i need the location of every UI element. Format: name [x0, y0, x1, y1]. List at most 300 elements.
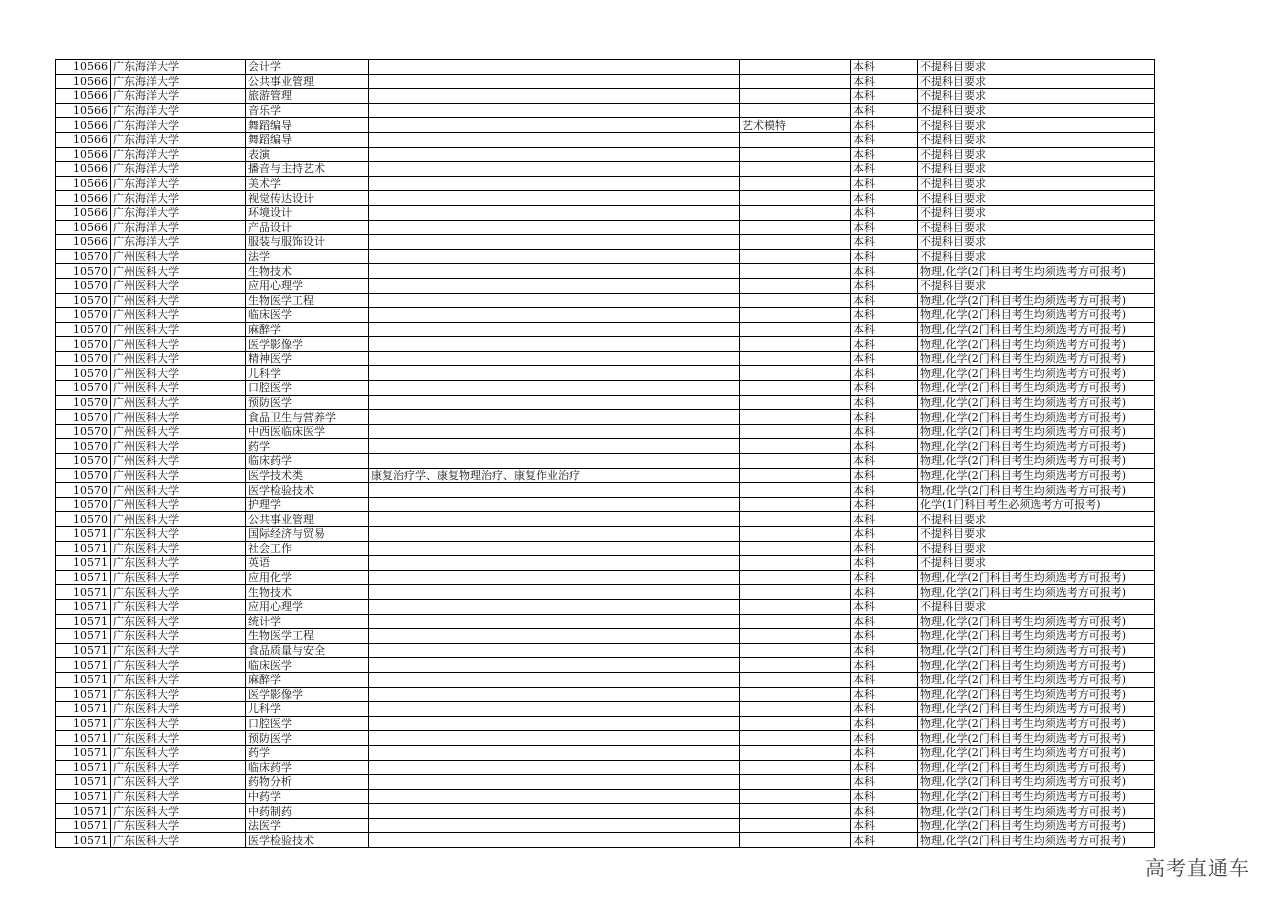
school-code-cell: 10571: [56, 702, 111, 717]
major-name-cell: 口腔医学: [246, 716, 369, 731]
major-name-cell: 公共事业管理: [246, 512, 369, 527]
table-row: [56, 804, 1155, 819]
major-name-cell: 音乐学: [246, 103, 369, 118]
table-row: [56, 454, 1155, 469]
major-note-cell: [369, 541, 740, 556]
level-cell: 本科: [851, 205, 918, 220]
school-code-cell: 10566: [56, 89, 111, 104]
subject-requirement-cell: 物理,化学(2门科目考生均须选考方可报考): [918, 395, 1155, 410]
admission-type-cell: [740, 308, 851, 323]
school-name-cell: 广州医科大学: [111, 351, 246, 366]
level-cell: 本科: [851, 643, 918, 658]
major-note-cell: [369, 760, 740, 775]
subject-requirement-cell: 物理,化学(2门科目考生均须选考方可报考): [918, 366, 1155, 381]
major-note-cell: 康复治疗学、康复物理治疗、康复作业治疗: [369, 468, 740, 483]
school-name-cell: 广东海洋大学: [111, 162, 246, 177]
subject-requirement-cell: 不提科目要求: [918, 74, 1155, 89]
major-name-cell: 预防医学: [246, 731, 369, 746]
school-name-cell: 广东医科大学: [111, 599, 246, 614]
admission-type-cell: [740, 351, 851, 366]
major-name-cell: 生物医学工程: [246, 629, 369, 644]
table-row: [56, 556, 1155, 571]
table-row: [56, 702, 1155, 717]
major-note-cell: [369, 235, 740, 250]
school-code-cell: 10571: [56, 585, 111, 600]
major-name-cell: 临床医学: [246, 308, 369, 323]
major-name-cell: 舞蹈编导: [246, 118, 369, 133]
table-row: [56, 74, 1155, 89]
table-row: [56, 162, 1155, 177]
major-note-cell: [369, 585, 740, 600]
table-row: [56, 60, 1155, 75]
level-cell: 本科: [851, 745, 918, 760]
table-row: [56, 439, 1155, 454]
major-note-cell: [369, 745, 740, 760]
level-cell: 本科: [851, 614, 918, 629]
school-code-cell: 10571: [56, 731, 111, 746]
major-note-cell: [369, 176, 740, 191]
admission-type-cell: [740, 483, 851, 498]
subject-requirement-cell: 物理,化学(2门科目考生均须选考方可报考): [918, 264, 1155, 279]
major-name-cell: 表演: [246, 147, 369, 162]
subject-requirement-cell: 物理,化学(2门科目考生均须选考方可报考): [918, 381, 1155, 396]
admission-type-cell: [740, 293, 851, 308]
admission-type-cell: [740, 410, 851, 425]
major-name-cell: 环境设计: [246, 205, 369, 220]
admission-type-cell: [740, 278, 851, 293]
table-row: [56, 833, 1155, 848]
level-cell: 本科: [851, 789, 918, 804]
table-row: [56, 249, 1155, 264]
major-note-cell: [369, 89, 740, 104]
table-row: [56, 176, 1155, 191]
table-row: [56, 775, 1155, 790]
subject-requirement-cell: 不提科目要求: [918, 147, 1155, 162]
table-row: [56, 658, 1155, 673]
school-code-cell: 10570: [56, 410, 111, 425]
admission-type-cell: 艺术模特: [740, 118, 851, 133]
major-note-cell: [369, 293, 740, 308]
school-name-cell: 广东海洋大学: [111, 235, 246, 250]
subject-requirement-cell: 不提科目要求: [918, 205, 1155, 220]
admission-type-cell: [740, 716, 851, 731]
subject-requirement-cell: 物理,化学(2门科目考生均须选考方可报考): [918, 322, 1155, 337]
major-note-cell: [369, 381, 740, 396]
major-note-cell: [369, 497, 740, 512]
major-note-cell: [369, 337, 740, 352]
school-name-cell: 广州医科大学: [111, 249, 246, 264]
school-name-cell: 广州医科大学: [111, 278, 246, 293]
school-code-cell: 10571: [56, 804, 111, 819]
major-note-cell: [369, 599, 740, 614]
subject-requirement-cell: 物理,化学(2门科目考生均须选考方可报考): [918, 745, 1155, 760]
table-row: [56, 789, 1155, 804]
admission-type-cell: [740, 599, 851, 614]
admission-type-cell: [740, 775, 851, 790]
major-name-cell: 服装与服饰设计: [246, 235, 369, 250]
major-note-cell: [369, 410, 740, 425]
table-row: [56, 585, 1155, 600]
level-cell: 本科: [851, 672, 918, 687]
major-note-cell: [369, 833, 740, 848]
table-row: [56, 278, 1155, 293]
school-code-cell: 10570: [56, 337, 111, 352]
subject-requirement-cell: 不提科目要求: [918, 220, 1155, 235]
school-name-cell: 广东医科大学: [111, 672, 246, 687]
major-name-cell: 产品设计: [246, 220, 369, 235]
level-cell: 本科: [851, 308, 918, 323]
major-name-cell: 临床医学: [246, 658, 369, 673]
major-name-cell: 舞蹈编导: [246, 132, 369, 147]
school-name-cell: 广州医科大学: [111, 337, 246, 352]
major-name-cell: 中药学: [246, 789, 369, 804]
major-note-cell: [369, 278, 740, 293]
level-cell: 本科: [851, 395, 918, 410]
school-code-cell: 10570: [56, 512, 111, 527]
school-code-cell: 10571: [56, 789, 111, 804]
level-cell: 本科: [851, 702, 918, 717]
subject-requirement-cell: 不提科目要求: [918, 60, 1155, 75]
major-note-cell: [369, 118, 740, 133]
admission-type-cell: [740, 322, 851, 337]
major-note-cell: [369, 570, 740, 585]
admission-type-cell: [740, 424, 851, 439]
table-row: [56, 337, 1155, 352]
school-name-cell: 广东医科大学: [111, 629, 246, 644]
admission-type-cell: [740, 731, 851, 746]
subject-requirement-cell: 物理,化学(2门科目考生均须选考方可报考): [918, 293, 1155, 308]
school-code-cell: 10571: [56, 599, 111, 614]
table-row: [56, 527, 1155, 542]
table-row: [56, 687, 1155, 702]
level-cell: 本科: [851, 716, 918, 731]
school-code-cell: 10566: [56, 118, 111, 133]
major-note-cell: [369, 672, 740, 687]
admission-type-cell: [740, 439, 851, 454]
major-name-cell: 统计学: [246, 614, 369, 629]
subject-requirement-cell: 物理,化学(2门科目考生均须选考方可报考): [918, 716, 1155, 731]
subject-requirement-cell: 物理,化学(2门科目考生均须选考方可报考): [918, 424, 1155, 439]
subject-requirement-cell: 不提科目要求: [918, 132, 1155, 147]
table-row: [56, 643, 1155, 658]
school-name-cell: 广州医科大学: [111, 512, 246, 527]
subject-requirement-cell: 不提科目要求: [918, 103, 1155, 118]
subject-requirement-cell: 不提科目要求: [918, 527, 1155, 542]
table-row: [56, 322, 1155, 337]
major-name-cell: 旅游管理: [246, 89, 369, 104]
subject-requirement-cell: 不提科目要求: [918, 278, 1155, 293]
school-name-cell: 广东海洋大学: [111, 191, 246, 206]
school-code-cell: 10570: [56, 278, 111, 293]
subject-requirement-cell: 物理,化学(2门科目考生均须选考方可报考): [918, 585, 1155, 600]
level-cell: 本科: [851, 293, 918, 308]
school-code-cell: 10566: [56, 162, 111, 177]
subject-requirement-cell: 不提科目要求: [918, 191, 1155, 206]
table-row: [56, 235, 1155, 250]
admission-type-cell: [740, 789, 851, 804]
table-row: [56, 716, 1155, 731]
school-name-cell: 广东医科大学: [111, 818, 246, 833]
major-note-cell: [369, 60, 740, 75]
table-row: [56, 818, 1155, 833]
school-code-cell: 10570: [56, 424, 111, 439]
school-code-cell: 10566: [56, 103, 111, 118]
admission-type-cell: [740, 585, 851, 600]
level-cell: 本科: [851, 775, 918, 790]
school-name-cell: 广东医科大学: [111, 570, 246, 585]
school-name-cell: 广东医科大学: [111, 556, 246, 571]
major-name-cell: 临床药学: [246, 760, 369, 775]
admission-type-cell: [740, 381, 851, 396]
major-name-cell: 生物技术: [246, 585, 369, 600]
admission-type-cell: [740, 570, 851, 585]
school-name-cell: 广州医科大学: [111, 454, 246, 469]
major-note-cell: [369, 351, 740, 366]
school-name-cell: 广东医科大学: [111, 789, 246, 804]
level-cell: 本科: [851, 541, 918, 556]
admission-type-cell: [740, 60, 851, 75]
major-name-cell: 法学: [246, 249, 369, 264]
level-cell: 本科: [851, 60, 918, 75]
school-name-cell: 广州医科大学: [111, 483, 246, 498]
admission-type-cell: [740, 366, 851, 381]
school-code-cell: 10571: [56, 745, 111, 760]
school-name-cell: 广东医科大学: [111, 658, 246, 673]
admission-type-cell: [740, 556, 851, 571]
subject-requirement-cell: 物理,化学(2门科目考生均须选考方可报考): [918, 702, 1155, 717]
table-row: [56, 132, 1155, 147]
school-code-cell: 10571: [56, 775, 111, 790]
subject-requirement-cell: 物理,化学(2门科目考生均须选考方可报考): [918, 629, 1155, 644]
admission-type-cell: [740, 103, 851, 118]
level-cell: 本科: [851, 760, 918, 775]
major-name-cell: 食品卫生与营养学: [246, 410, 369, 425]
level-cell: 本科: [851, 483, 918, 498]
table-row: [56, 614, 1155, 629]
school-code-cell: 10566: [56, 147, 111, 162]
admission-type-cell: [740, 497, 851, 512]
table-row: [56, 191, 1155, 206]
school-name-cell: 广州医科大学: [111, 468, 246, 483]
subject-requirement-cell: 物理,化学(2门科目考生均须选考方可报考): [918, 731, 1155, 746]
major-note-cell: [369, 191, 740, 206]
school-code-cell: 10566: [56, 191, 111, 206]
table-body: [56, 60, 1155, 848]
table-row: [56, 424, 1155, 439]
level-cell: 本科: [851, 570, 918, 585]
major-name-cell: 应用心理学: [246, 599, 369, 614]
level-cell: 本科: [851, 527, 918, 542]
major-note-cell: [369, 454, 740, 469]
subject-requirement-cell: 物理,化学(2门科目考生均须选考方可报考): [918, 351, 1155, 366]
major-note-cell: [369, 731, 740, 746]
major-name-cell: 社会工作: [246, 541, 369, 556]
table-row: [56, 220, 1155, 235]
admission-type-cell: [740, 643, 851, 658]
school-name-cell: 广东海洋大学: [111, 60, 246, 75]
major-note-cell: [369, 220, 740, 235]
level-cell: 本科: [851, 410, 918, 425]
table-row: [56, 672, 1155, 687]
level-cell: 本科: [851, 220, 918, 235]
level-cell: 本科: [851, 132, 918, 147]
school-code-cell: 10570: [56, 439, 111, 454]
school-name-cell: 广东医科大学: [111, 585, 246, 600]
school-code-cell: 10566: [56, 235, 111, 250]
major-note-cell: [369, 424, 740, 439]
school-code-cell: 10570: [56, 381, 111, 396]
level-cell: 本科: [851, 162, 918, 177]
level-cell: 本科: [851, 249, 918, 264]
major-note-cell: [369, 308, 740, 323]
school-name-cell: 广东海洋大学: [111, 89, 246, 104]
major-note-cell: [369, 658, 740, 673]
major-note-cell: [369, 162, 740, 177]
school-code-cell: 10570: [56, 264, 111, 279]
major-note-cell: [369, 789, 740, 804]
subject-requirement-cell: 物理,化学(2门科目考生均须选考方可报考): [918, 570, 1155, 585]
level-cell: 本科: [851, 235, 918, 250]
major-name-cell: 应用化学: [246, 570, 369, 585]
major-note-cell: [369, 483, 740, 498]
subject-requirement-cell: 物理,化学(2门科目考生均须选考方可报考): [918, 337, 1155, 352]
table-row: [56, 468, 1155, 483]
level-cell: 本科: [851, 103, 918, 118]
level-cell: 本科: [851, 454, 918, 469]
admission-type-cell: [740, 395, 851, 410]
level-cell: 本科: [851, 599, 918, 614]
school-code-cell: 10570: [56, 454, 111, 469]
major-name-cell: 药学: [246, 745, 369, 760]
school-name-cell: 广东医科大学: [111, 643, 246, 658]
table-row: [56, 745, 1155, 760]
major-name-cell: 播音与主持艺术: [246, 162, 369, 177]
table-row: [56, 395, 1155, 410]
school-code-cell: 10571: [56, 818, 111, 833]
major-name-cell: 口腔医学: [246, 381, 369, 396]
table-row: [56, 118, 1155, 133]
major-note-cell: [369, 614, 740, 629]
school-code-cell: 10570: [56, 497, 111, 512]
subject-requirement-cell: 物理,化学(2门科目考生均须选考方可报考): [918, 789, 1155, 804]
subject-requirement-cell: 物理,化学(2门科目考生均须选考方可报考): [918, 614, 1155, 629]
level-cell: 本科: [851, 322, 918, 337]
major-name-cell: 儿科学: [246, 366, 369, 381]
major-name-cell: 药学: [246, 439, 369, 454]
subject-requirement-cell: 不提科目要求: [918, 556, 1155, 571]
admission-type-cell: [740, 454, 851, 469]
school-name-cell: 广东海洋大学: [111, 74, 246, 89]
level-cell: 本科: [851, 585, 918, 600]
school-name-cell: 广州医科大学: [111, 264, 246, 279]
major-note-cell: [369, 205, 740, 220]
admission-type-cell: [740, 658, 851, 673]
school-code-cell: 10570: [56, 483, 111, 498]
school-code-cell: 10571: [56, 687, 111, 702]
major-note-cell: [369, 512, 740, 527]
major-note-cell: [369, 527, 740, 542]
major-name-cell: 应用心理学: [246, 278, 369, 293]
admission-type-cell: [740, 220, 851, 235]
table-row: [56, 483, 1155, 498]
major-note-cell: [369, 103, 740, 118]
school-code-cell: 10566: [56, 74, 111, 89]
admission-type-cell: [740, 818, 851, 833]
subject-requirement-cell: 化学(1门科目考生必须选考方可报考): [918, 497, 1155, 512]
school-name-cell: 广州医科大学: [111, 322, 246, 337]
school-code-cell: 10570: [56, 293, 111, 308]
major-name-cell: 儿科学: [246, 702, 369, 717]
major-name-cell: 药物分析: [246, 775, 369, 790]
major-note-cell: [369, 556, 740, 571]
school-code-cell: 10571: [56, 570, 111, 585]
subject-requirement-cell: 物理,化学(2门科目考生均须选考方可报考): [918, 468, 1155, 483]
school-name-cell: 广东海洋大学: [111, 118, 246, 133]
school-code-cell: 10571: [56, 658, 111, 673]
school-name-cell: 广东医科大学: [111, 687, 246, 702]
school-code-cell: 10571: [56, 629, 111, 644]
major-note-cell: [369, 775, 740, 790]
subject-requirement-cell: 物理,化学(2门科目考生均须选考方可报考): [918, 410, 1155, 425]
major-name-cell: 美术学: [246, 176, 369, 191]
major-name-cell: 医学影像学: [246, 337, 369, 352]
major-note-cell: [369, 818, 740, 833]
admission-type-cell: [740, 745, 851, 760]
school-code-cell: 10571: [56, 556, 111, 571]
admission-type-cell: [740, 89, 851, 104]
major-name-cell: 公共事业管理: [246, 74, 369, 89]
major-name-cell: 中西医临床医学: [246, 424, 369, 439]
level-cell: 本科: [851, 278, 918, 293]
school-name-cell: 广东医科大学: [111, 614, 246, 629]
level-cell: 本科: [851, 424, 918, 439]
level-cell: 本科: [851, 381, 918, 396]
school-name-cell: 广州医科大学: [111, 366, 246, 381]
level-cell: 本科: [851, 118, 918, 133]
major-name-cell: 生物医学工程: [246, 293, 369, 308]
subject-requirement-cell: 物理,化学(2门科目考生均须选考方可报考): [918, 804, 1155, 819]
table-row: [56, 293, 1155, 308]
admission-type-cell: [740, 760, 851, 775]
table-row: [56, 497, 1155, 512]
major-note-cell: [369, 439, 740, 454]
subject-requirement-cell: 不提科目要求: [918, 162, 1155, 177]
school-name-cell: 广东医科大学: [111, 716, 246, 731]
admission-type-cell: [740, 804, 851, 819]
table-row: [56, 731, 1155, 746]
school-name-cell: 广东医科大学: [111, 541, 246, 556]
school-name-cell: 广东海洋大学: [111, 103, 246, 118]
major-note-cell: [369, 643, 740, 658]
table-row: [56, 147, 1155, 162]
admission-type-cell: [740, 702, 851, 717]
subject-requirement-cell: 物理,化学(2门科目考生均须选考方可报考): [918, 775, 1155, 790]
school-name-cell: 广州医科大学: [111, 381, 246, 396]
level-cell: 本科: [851, 629, 918, 644]
subject-requirement-cell: 物理,化学(2门科目考生均须选考方可报考): [918, 760, 1155, 775]
school-code-cell: 10571: [56, 643, 111, 658]
school-name-cell: 广东医科大学: [111, 775, 246, 790]
subject-requirement-cell: 不提科目要求: [918, 512, 1155, 527]
admission-type-cell: [740, 337, 851, 352]
table-row: [56, 264, 1155, 279]
table-row: [56, 760, 1155, 775]
level-cell: 本科: [851, 818, 918, 833]
subject-requirement-cell: 不提科目要求: [918, 118, 1155, 133]
major-name-cell: 麻醉学: [246, 322, 369, 337]
school-name-cell: 广州医科大学: [111, 293, 246, 308]
school-name-cell: 广州医科大学: [111, 410, 246, 425]
